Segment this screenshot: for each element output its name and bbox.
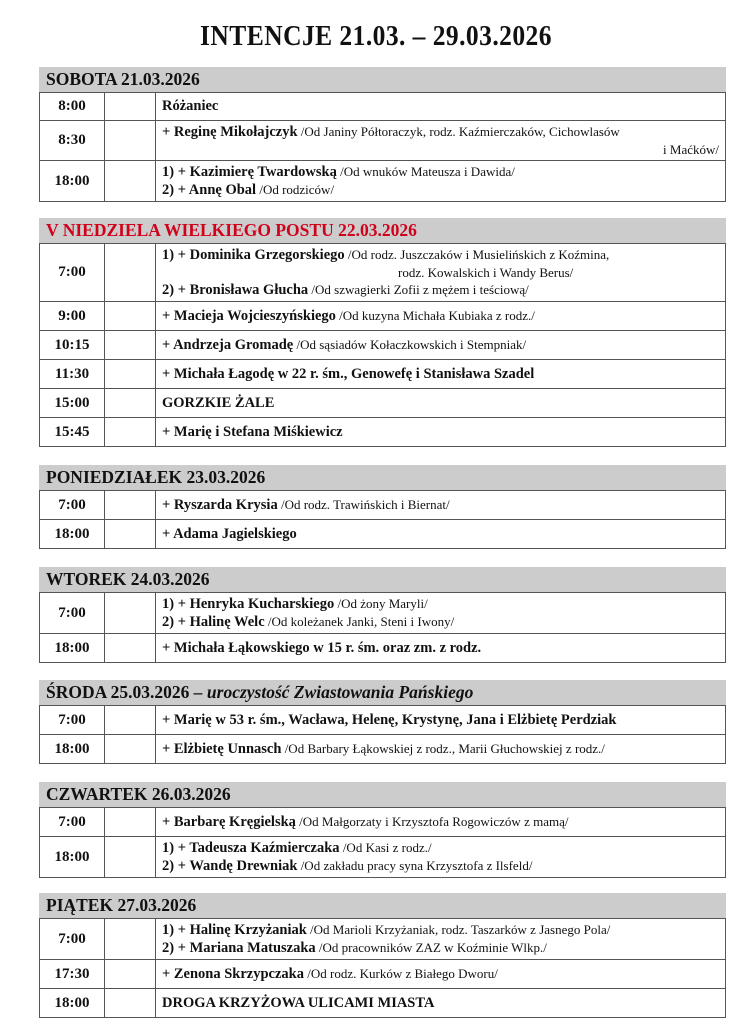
intentions-table — [39, 807, 726, 878]
blank-cell — [105, 491, 156, 520]
intention-from: /Od żony Maryli/ — [334, 596, 428, 611]
intention-cell — [156, 960, 726, 989]
intention-name: + Zenona Skrzypczaka — [162, 966, 304, 982]
intention-name: + Andrzeja Gromadę — [162, 337, 294, 353]
mass-time: 7:00 — [40, 593, 105, 634]
intention-name: GORZKIE ŻALE — [162, 394, 275, 411]
mass-time: 7:00 — [40, 491, 105, 520]
day-section-thursday — [39, 782, 726, 878]
table-row — [40, 960, 726, 989]
day-header-feast: – uroczystość Zwiastowania Pańskiego — [189, 682, 474, 702]
blank-cell — [105, 989, 156, 1018]
intention-from: /Od Małgorzaty i Krzysztofa Rogowiczów z mamą/ — [295, 814, 569, 829]
intention-name: + Marię w 53 r. śm., Wacława, Helenę, Krystynę, Jana i Elżbietę Perdziak — [162, 711, 617, 728]
mass-time: 7:00 — [40, 706, 105, 735]
intention-from: /Od rodz. Trawińskich i Biernat/ — [277, 497, 450, 512]
intentions-table — [39, 92, 726, 202]
day-section-monday — [39, 465, 726, 549]
intention-from: /Od rodziców/ — [256, 182, 335, 197]
blank-cell — [105, 520, 156, 549]
intention-cell — [156, 331, 726, 360]
intention-from: /Od zakładu pracy syna Krzysztofa z Ilsfeld/ — [297, 858, 533, 873]
intention-name: + Adama Jagielskiego — [162, 525, 297, 542]
intention-cell — [156, 735, 726, 764]
intention-name: DROGA KRZYŻOWA ULICAMI MIASTA — [162, 994, 435, 1011]
intention-cell — [156, 808, 726, 837]
table-row — [40, 389, 726, 418]
day-header: SOBOTA 21.03.2026 — [39, 67, 726, 92]
intention-from: /Od szwagierki Zofii z mężem i teściową/ — [308, 282, 529, 297]
table-row — [40, 919, 726, 960]
day-header-date: ŚRODA 25.03.2026 — [46, 682, 190, 702]
intention-cell — [156, 520, 726, 549]
blank-cell — [105, 244, 156, 302]
day-section-sunday — [39, 218, 726, 447]
table-row — [40, 989, 726, 1018]
day-section-saturday — [39, 67, 726, 202]
table-row — [40, 735, 726, 764]
mass-time: 7:00 — [40, 244, 105, 302]
blank-cell — [105, 808, 156, 837]
table-row — [40, 93, 726, 121]
intention-from: /Od pracowników ZAZ w Koźminie Wlkp./ — [315, 940, 547, 955]
intention-from: /Od Kasi z rodz./ — [339, 840, 432, 855]
table-row — [40, 331, 726, 360]
blank-cell — [105, 121, 156, 161]
intention-cell — [156, 593, 726, 634]
blank-cell — [105, 331, 156, 360]
day-section-wednesday — [39, 680, 726, 764]
intention-from-cont: rodz. Kowalskich i Wandy Berus/ — [398, 265, 574, 280]
intention-from: /Od Barbary Łąkowskiej z rodz., Marii Głuchowskiej z rodz./ — [281, 741, 605, 756]
intention-name: + Macieja Wojcieszyńskiego — [162, 308, 336, 324]
intention-from: /Od koleżanek Janki, Steni i Iwony/ — [264, 614, 455, 629]
table-row — [40, 634, 726, 663]
blank-cell — [105, 593, 156, 634]
mass-time: 18:00 — [40, 837, 105, 878]
day-section-friday — [39, 893, 726, 1018]
intention-name: + Reginę Mikołajczyk — [162, 124, 298, 140]
table-row — [40, 161, 726, 202]
intention-from: /Od wnuków Mateusza i Dawida/ — [336, 164, 515, 179]
intention-name: + Michała Łagodę w 22 r. śm., Genowefę i Stanisława Szadel — [162, 365, 535, 382]
table-row — [40, 706, 726, 735]
table-row — [40, 302, 726, 331]
table-row — [40, 808, 726, 837]
intention-from: /Od Marioli Krzyżaniak, rodz. Taszarków z Jasnego Pola/ — [306, 922, 611, 937]
intention-name: 2) + Mariana Matuszaka — [162, 940, 316, 956]
page-title: INTENCJE 21.03. – 29.03.2026 — [200, 20, 552, 52]
intention-name: 1) + Tadeusza Kaźmierczaka — [162, 840, 340, 856]
intention-cell — [156, 93, 726, 121]
day-section-tuesday — [39, 567, 726, 663]
intention-name: 1) + Halinę Krzyżaniak — [162, 922, 307, 938]
table-row — [40, 491, 726, 520]
mass-time: 18:00 — [40, 520, 105, 549]
intention-cell — [156, 989, 726, 1018]
mass-time: 10:15 — [40, 331, 105, 360]
day-header: V NIEDZIELA WIELKIEGO POSTU 22.03.2026 — [39, 218, 726, 243]
table-row — [40, 418, 726, 447]
intention-name: + Marię i Stefana Miśkiewicz — [162, 423, 343, 440]
intention-name: Różaniec — [162, 98, 219, 114]
intention-name: 2) + Annę Obal — [162, 182, 257, 198]
day-header: PIĄTEK 27.03.2026 — [39, 893, 726, 918]
day-header — [39, 680, 726, 705]
mass-time: 7:00 — [40, 919, 105, 960]
intention-from: /Od rodz. Juszczaków i Musielińskich z Koźmina, — [344, 247, 610, 262]
mass-time: 15:00 — [40, 389, 105, 418]
intention-name: 1) + Kazimierę Twardowską — [162, 164, 337, 180]
intentions-table — [39, 490, 726, 549]
mass-time: 9:00 — [40, 302, 105, 331]
table-row — [40, 593, 726, 634]
blank-cell — [105, 161, 156, 202]
mass-time: 18:00 — [40, 634, 105, 663]
mass-time: 15:45 — [40, 418, 105, 447]
intention-cell — [156, 121, 726, 161]
blank-cell — [105, 837, 156, 878]
day-header: WTOREK 24.03.2026 — [39, 567, 726, 592]
intention-from: /Od rodz. Kurków z Białego Dworu/ — [304, 966, 498, 981]
mass-time: 18:00 — [40, 735, 105, 764]
table-row — [40, 360, 726, 389]
intention-name: 1) + Henryka Kucharskiego — [162, 596, 335, 612]
intention-name: 2) + Halinę Welc — [162, 614, 265, 630]
blank-cell — [105, 360, 156, 389]
intention-cell — [156, 491, 726, 520]
intention-cell — [156, 418, 726, 447]
intentions-table — [39, 243, 726, 447]
intention-cell — [156, 706, 726, 735]
mass-time: 17:30 — [40, 960, 105, 989]
blank-cell — [105, 302, 156, 331]
intention-from-cont: i Maćków/ — [663, 142, 719, 157]
mass-time: 18:00 — [40, 161, 105, 202]
mass-time: 11:30 — [40, 360, 105, 389]
intention-name: 2) + Bronisława Głucha — [162, 282, 309, 298]
intention-name: 2) + Wandę Drewniak — [162, 858, 298, 874]
intention-name: + Ryszarda Krysia — [162, 497, 278, 513]
table-row — [40, 520, 726, 549]
intention-from: /Od sąsiadów Kołaczkowskich i Stempniak/ — [293, 337, 527, 352]
intentions-table — [39, 918, 726, 1018]
blank-cell — [105, 919, 156, 960]
mass-time: 7:00 — [40, 808, 105, 837]
blank-cell — [105, 706, 156, 735]
mass-time: 8:00 — [40, 93, 105, 121]
blank-cell — [105, 93, 156, 121]
day-header: CZWARTEK 26.03.2026 — [39, 782, 726, 807]
table-row — [40, 837, 726, 878]
intention-from: /Od Janiny Półtoraczyk, rodz. Kaźmierczaków, Cichowlasów — [297, 124, 620, 139]
intention-cell — [156, 919, 726, 960]
intention-name: + Elżbietę Unnasch — [162, 741, 282, 757]
blank-cell — [105, 634, 156, 663]
blank-cell — [105, 389, 156, 418]
intention-name: + Barbarę Kręgielską — [162, 814, 296, 830]
day-header: PONIEDZIAŁEK 23.03.2026 — [39, 465, 726, 490]
blank-cell — [105, 418, 156, 447]
intention-cell — [156, 360, 726, 389]
intentions-table — [39, 705, 726, 764]
intention-name: + Michała Łąkowskiego w 15 r. śm. oraz zm. z rodz. — [162, 639, 482, 656]
table-row — [40, 121, 726, 161]
intention-cell — [156, 244, 726, 302]
intention-cell — [156, 302, 726, 331]
mass-time: 8:30 — [40, 121, 105, 161]
intention-name: 1) + Dominika Grzegorskiego — [162, 247, 345, 263]
intentions-table — [39, 592, 726, 663]
blank-cell — [105, 960, 156, 989]
intention-cell — [156, 161, 726, 202]
intention-cell — [156, 389, 726, 418]
intention-cell — [156, 837, 726, 878]
intention-from: /Od kuzyna Michała Kubiaka z rodz./ — [335, 308, 535, 323]
blank-cell — [105, 735, 156, 764]
intention-cell — [156, 634, 726, 663]
table-row — [40, 244, 726, 302]
mass-time: 18:00 — [40, 989, 105, 1018]
